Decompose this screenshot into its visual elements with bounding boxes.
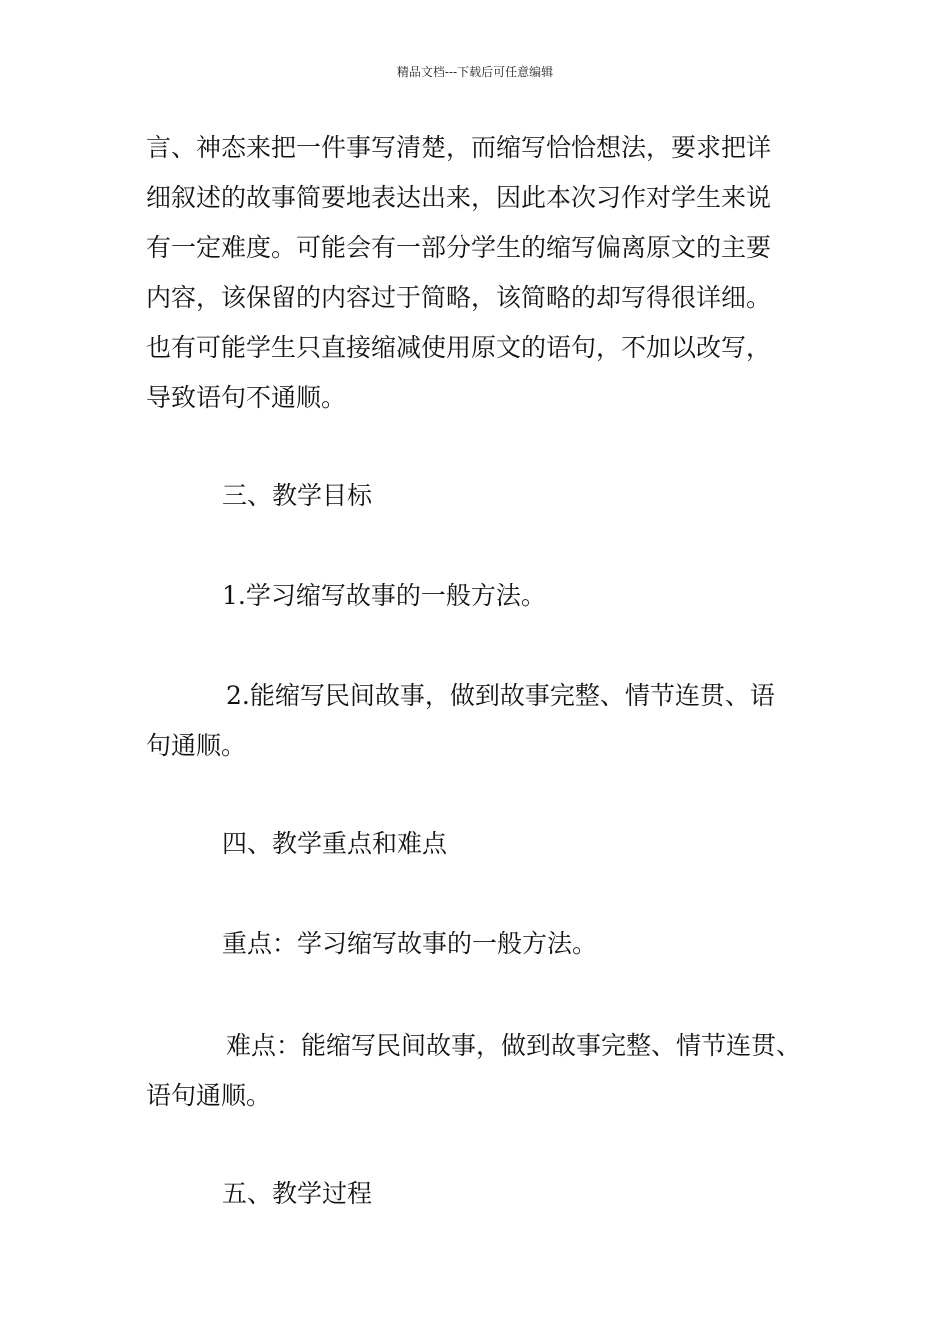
page-header: 精品文档---下载后可任意编辑 (396, 65, 554, 79)
key-point-text: 重点：学习缩写故事的一般方法。 (222, 929, 598, 958)
paragraph-line: 有一定难度。可能会有一部分学生的缩写偏离原文的主要 (146, 233, 772, 262)
paragraph-line: 也有可能学生只直接缩减使用原文的语句，不加以改写， (146, 333, 772, 362)
paragraph-line: 导致语句不通顺。 (146, 383, 347, 412)
section-heading-objectives: 三、教学目标 (222, 481, 373, 510)
difficulty-text: 难点：能缩写民间故事，做到故事完整、情节连贯、 (226, 1031, 802, 1060)
section-heading-process: 五、教学过程 (222, 1179, 373, 1208)
objective-item-2-continued: 句通顺。 (146, 731, 247, 760)
difficulty-text-continued: 语句通顺。 (146, 1081, 272, 1110)
paragraph-line: 内容，该保留的内容过于简略，该简略的却写得很详细。 (146, 283, 772, 312)
paragraph-line: 言、神态来把一件事写清楚，而缩写恰恰想法，要求把详 (146, 133, 772, 162)
objective-item-1: 1.学习缩写故事的一般方法。 (222, 581, 546, 610)
paragraph-line: 细叙述的故事简要地表达出来，因此本次习作对学生来说 (146, 183, 772, 212)
objective-item-2: 2.能缩写民间故事，做到故事完整、情节连贯、语 (226, 681, 775, 710)
section-heading-key-points: 四、教学重点和难点 (222, 829, 448, 858)
